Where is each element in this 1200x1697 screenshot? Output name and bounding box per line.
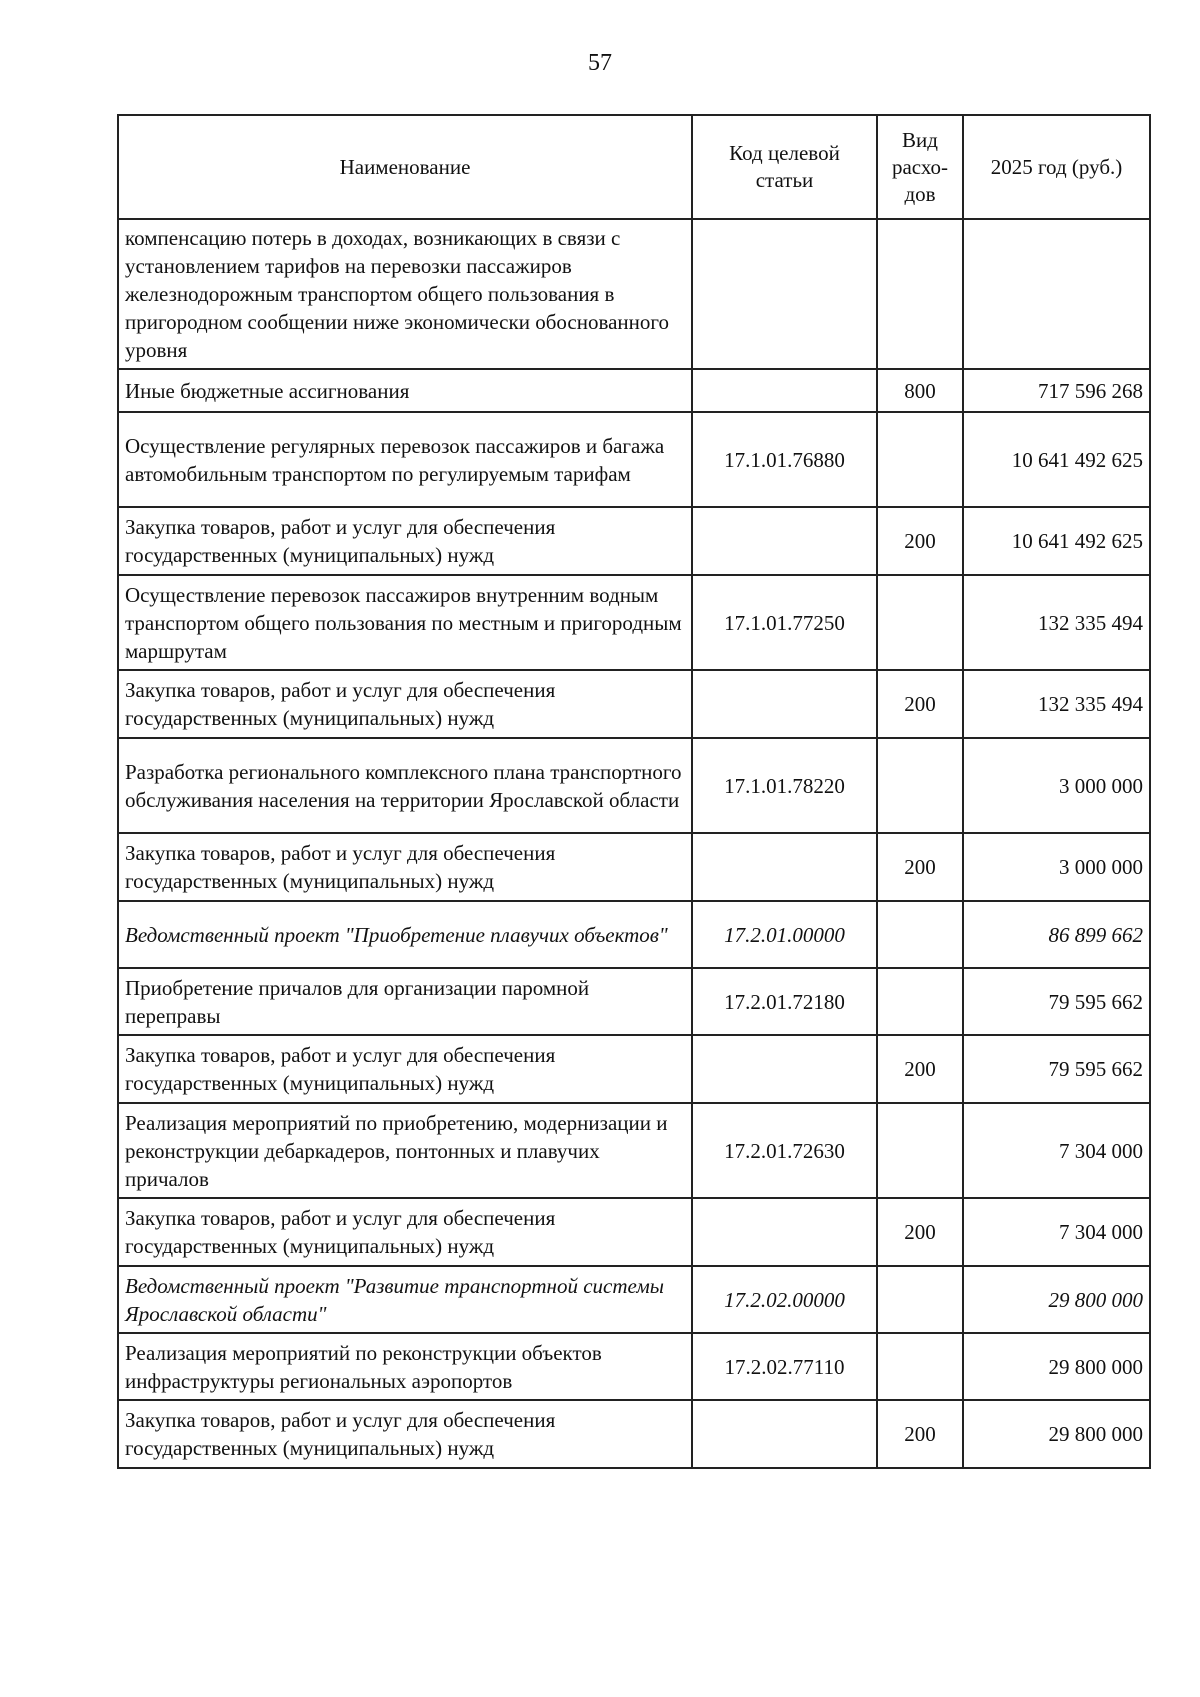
cell-code [692,1198,877,1266]
header-row [118,115,1150,219]
cell-sum: 79 595 662 [963,1035,1150,1103]
header-code: Код целевой статьи [692,115,877,219]
cell-name: Реализация мероприятий по реконструкции объектов инфраструктуры региональных аэропортов [118,1333,692,1400]
table-row [118,1333,1150,1400]
cell-code [692,833,877,901]
cell-kind [877,575,963,670]
cell-sum: 3 000 000 [963,833,1150,901]
cell-kind [877,901,963,968]
cell-name: Осуществление регулярных перевозок пассажиров и багажа автомобильным транспортом по регулируемым тарифам [118,412,692,507]
cell-code: 17.1.01.78220 [692,738,877,833]
cell-kind: 200 [877,507,963,575]
table-row [118,833,1150,901]
header-sum: 2025 год (руб.) [963,115,1150,219]
cell-sum: 29 800 000 [963,1266,1150,1333]
cell-kind [877,1103,963,1198]
cell-code [692,1035,877,1103]
cell-code [692,219,877,369]
cell-kind [877,412,963,507]
cell-name: Ведомственный проект "Развитие транспортной системы Ярославской области" [118,1266,692,1333]
cell-name: Приобретение причалов для организации паромной переправы [118,968,692,1035]
cell-kind [877,1266,963,1333]
cell-kind: 200 [877,1400,963,1468]
table-row [118,369,1150,412]
header-kind: Вид расхо-дов [877,115,963,219]
cell-sum: 7 304 000 [963,1198,1150,1266]
cell-code: 17.2.02.00000 [692,1266,877,1333]
cell-sum: 3 000 000 [963,738,1150,833]
table-row [118,1035,1150,1103]
cell-code: 17.1.01.77250 [692,575,877,670]
table-row [118,968,1150,1035]
cell-name: Разработка регионального комплексного плана транспортного обслуживания населения на территории Ярославской области [118,738,692,833]
cell-sum [963,219,1150,369]
cell-kind [877,1333,963,1400]
cell-code: 17.2.01.72630 [692,1103,877,1198]
cell-kind: 200 [877,1035,963,1103]
cell-kind: 200 [877,670,963,738]
table-row [118,507,1150,575]
table-row [118,1198,1150,1266]
cell-code [692,1400,877,1468]
cell-name: Закупка товаров, работ и услуг для обеспечения государственных (муниципальных) нужд [118,1198,692,1266]
table-body [118,219,1150,1468]
table-row [118,738,1150,833]
cell-code [692,369,877,412]
budget-table [117,114,1151,1469]
cell-name: Осуществление перевозок пассажиров внутренним водным транспортом общего пользования по местным и пригородным маршрутам [118,575,692,670]
table-row [118,1103,1150,1198]
cell-kind: 200 [877,833,963,901]
cell-code: 17.2.01.72180 [692,968,877,1035]
cell-kind: 200 [877,1198,963,1266]
cell-sum: 79 595 662 [963,968,1150,1035]
table-row [118,219,1150,369]
cell-name: Закупка товаров, работ и услуг для обеспечения государственных (муниципальных) нужд [118,1400,692,1468]
cell-code [692,507,877,575]
cell-name: Закупка товаров, работ и услуг для обеспечения государственных (муниципальных) нужд [118,670,692,738]
table-row [118,1400,1150,1468]
cell-sum: 717 596 268 [963,369,1150,412]
table-row [118,670,1150,738]
table-header [118,115,1150,219]
cell-kind [877,738,963,833]
cell-code: 17.1.01.76880 [692,412,877,507]
table-row [118,901,1150,968]
cell-kind [877,219,963,369]
cell-kind [877,968,963,1035]
cell-name: Закупка товаров, работ и услуг для обеспечения государственных (муниципальных) нужд [118,833,692,901]
cell-sum: 10 641 492 625 [963,412,1150,507]
cell-name: Ведомственный проект "Приобретение плавучих объектов" [118,901,692,968]
cell-name: Реализация мероприятий по приобретению, модернизации и реконструкции дебаркадеров, понтонных и плавучих причалов [118,1103,692,1198]
cell-sum: 132 335 494 [963,575,1150,670]
cell-name: компенсацию потерь в доходах, возникающих в связи с установлением тарифов на перевозки пассажиров железнодорожным транспортом общего пользования в пригородном сообщении ниже экономически обоснованного уровня [118,219,692,369]
cell-sum: 132 335 494 [963,670,1150,738]
cell-name: Иные бюджетные ассигнования [118,369,692,412]
cell-sum: 29 800 000 [963,1400,1150,1468]
cell-sum: 10 641 492 625 [963,507,1150,575]
table-row [118,412,1150,507]
cell-name: Закупка товаров, работ и услуг для обеспечения государственных (муниципальных) нужд [118,1035,692,1103]
cell-sum: 7 304 000 [963,1103,1150,1198]
page-number: 57 [588,50,612,76]
cell-code: 17.2.02.77110 [692,1333,877,1400]
cell-sum: 29 800 000 [963,1333,1150,1400]
cell-name: Закупка товаров, работ и услуг для обеспечения государственных (муниципальных) нужд [118,507,692,575]
table-row [118,1266,1150,1333]
cell-sum: 86 899 662 [963,901,1150,968]
table-row [118,575,1150,670]
cell-code: 17.2.01.00000 [692,901,877,968]
cell-code [692,670,877,738]
header-name: Наименование [118,115,692,219]
cell-kind: 800 [877,369,963,412]
